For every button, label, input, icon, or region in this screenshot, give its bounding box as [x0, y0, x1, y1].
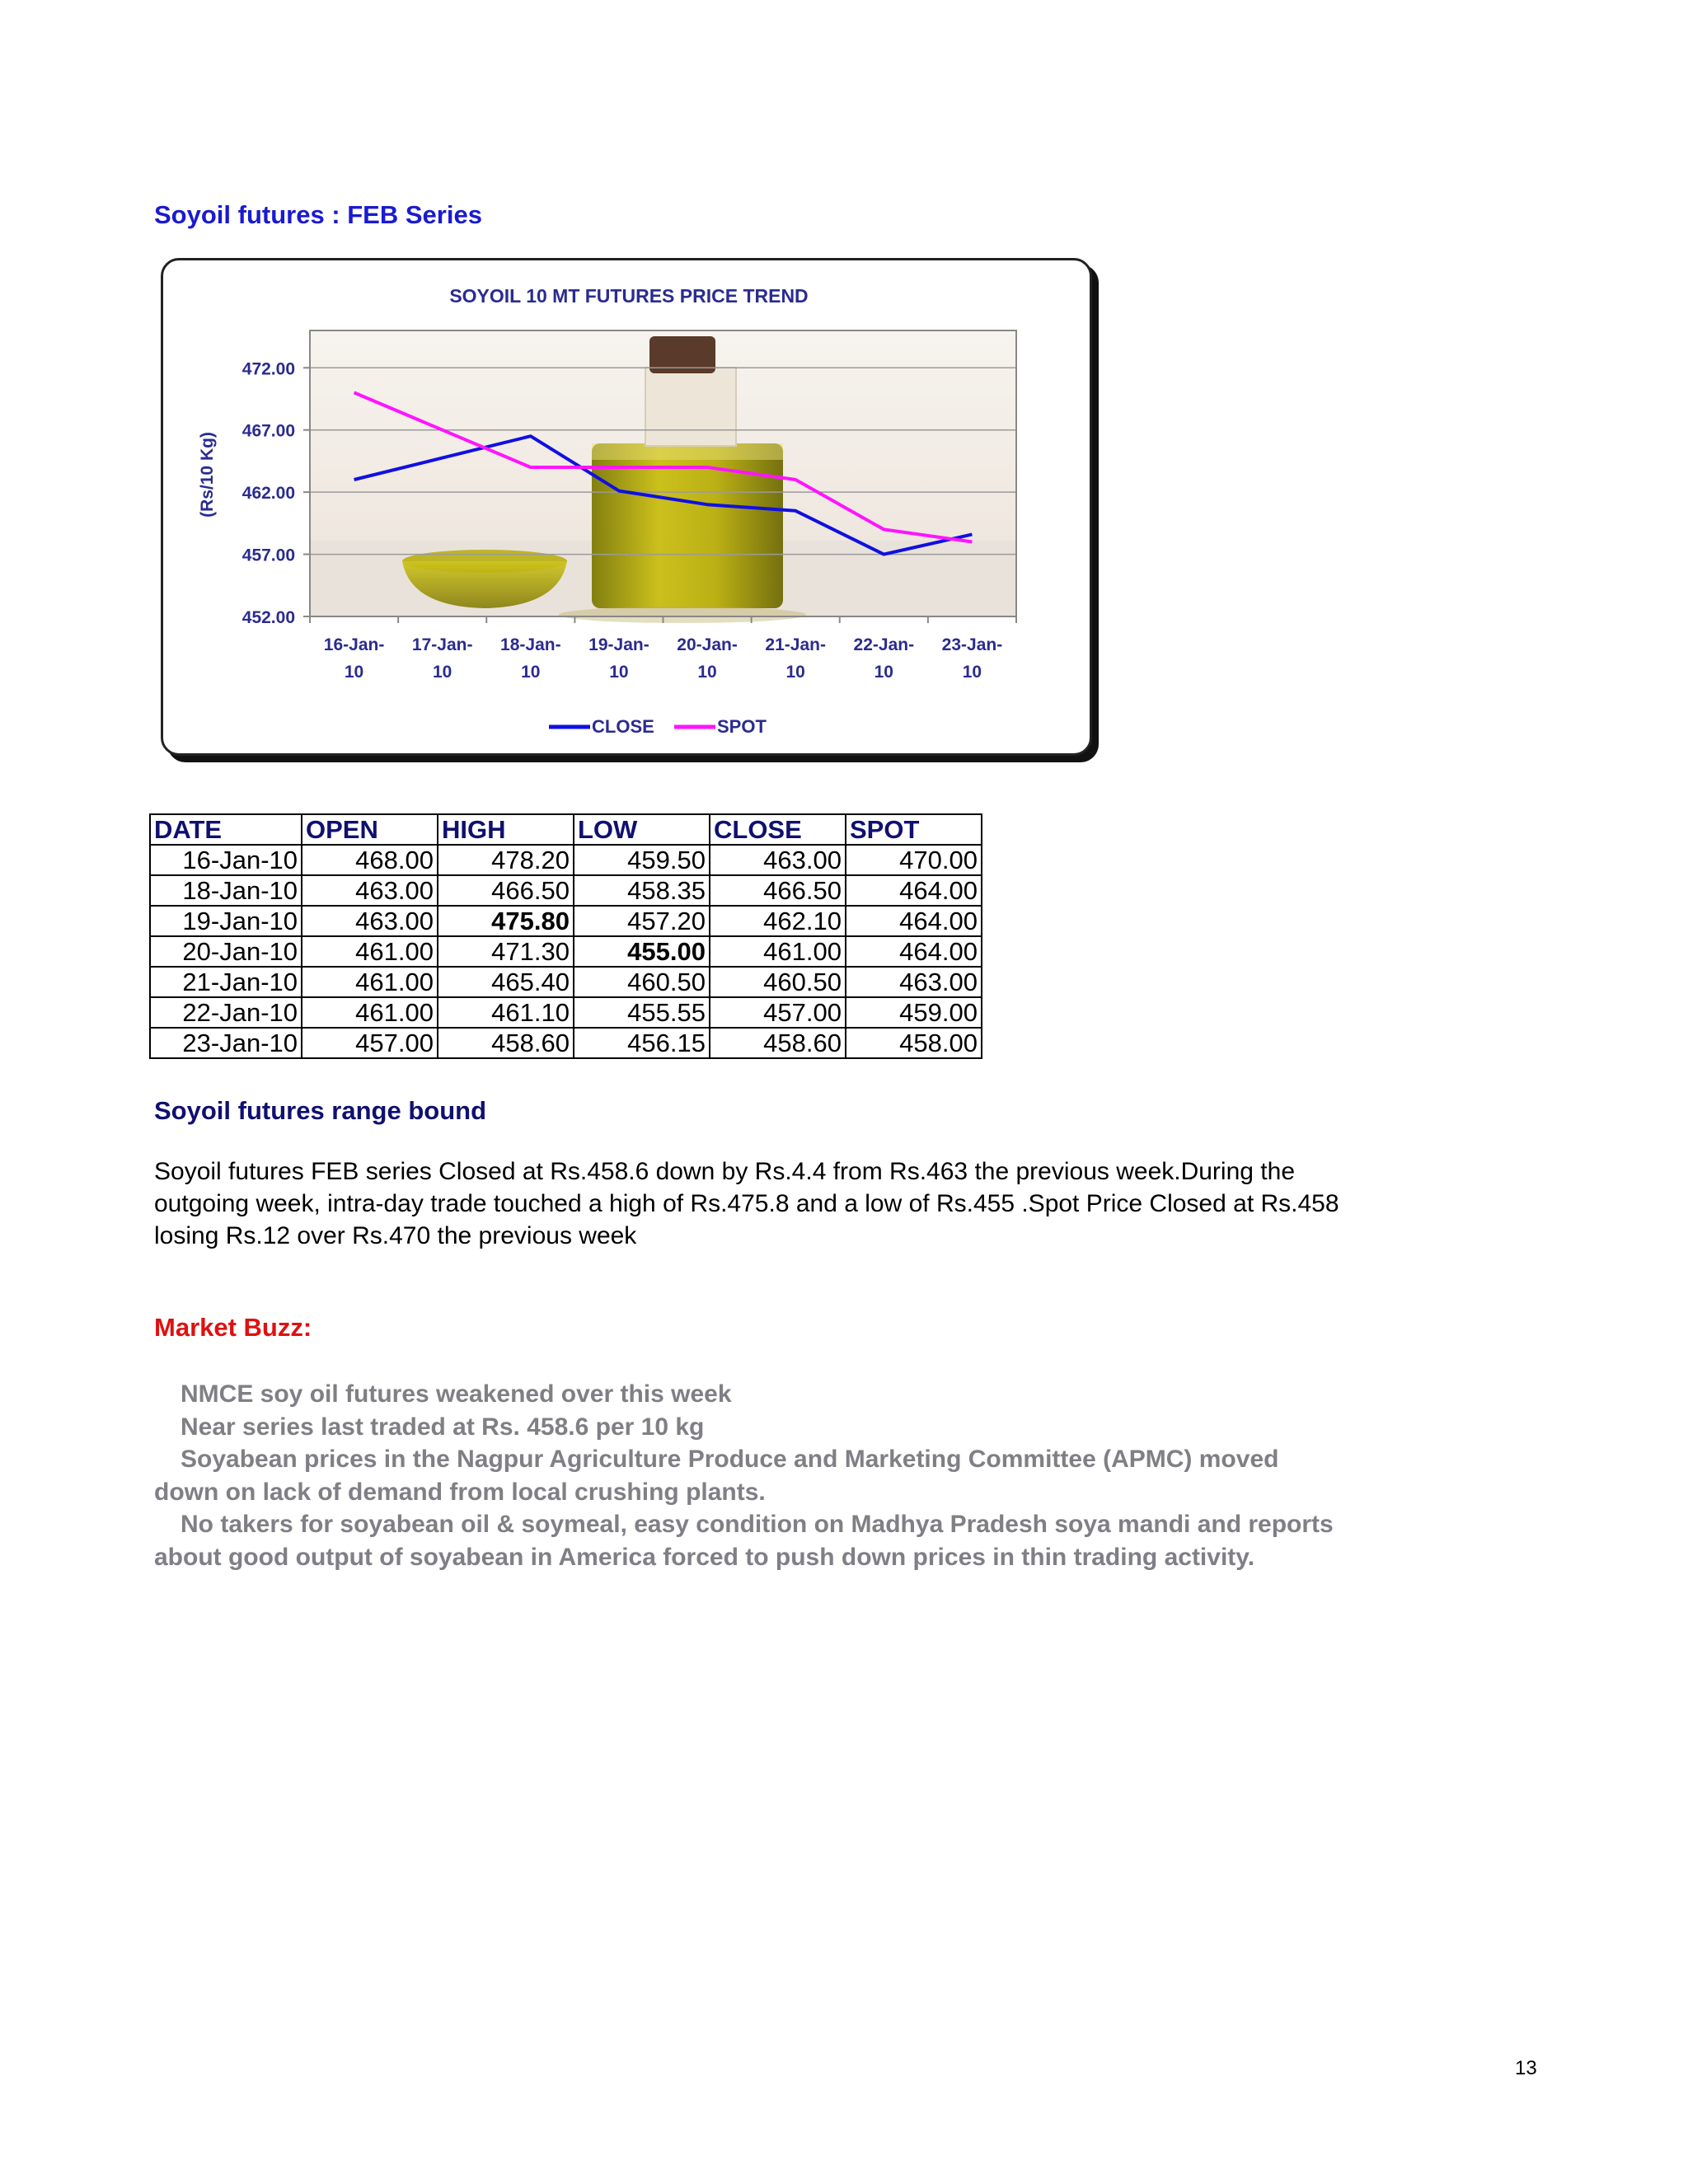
x-tick-label: 10 [785, 663, 805, 682]
cell-low: 455.55 [574, 997, 710, 1028]
cell-spot: 464.00 [846, 936, 982, 967]
cell-spot: 458.00 [846, 1028, 982, 1058]
cell-open: 461.00 [302, 997, 438, 1028]
x-tick-label: 18-Jan- [500, 635, 561, 654]
column-header-low: LOW [574, 814, 710, 845]
cell-spot: 463.00 [846, 967, 982, 997]
table-row [150, 845, 982, 875]
cell-close: 461.00 [710, 936, 846, 967]
y-tick-label: 472.00 [241, 359, 295, 379]
cell-high: 478.20 [438, 845, 574, 875]
cell-spot: 464.00 [846, 906, 982, 936]
cell-low: 459.50 [574, 845, 710, 875]
subheading: Soyoil futures range bound [154, 1096, 487, 1125]
summary-paragraph: Soyoil futures FEB series Closed at Rs.458.6 down by Rs.4.4 from Rs.463 the previous week.During the outgoing week, intra-day trade touched a high of Rs.475.8 and a low of Rs.455 .Spot Price Closed at Rs.458 losing Rs.12 over Rs.470 the previous week [154, 1158, 1339, 1249]
table-row [150, 997, 982, 1028]
cell-date: 19-Jan-10 [150, 906, 302, 936]
x-tick-label: 10 [344, 663, 364, 682]
x-tick-label: 10 [697, 663, 717, 682]
cell-high: 465.40 [438, 967, 574, 997]
cell-close: 457.00 [710, 997, 846, 1028]
cell-low: 457.20 [574, 906, 710, 936]
table-row [150, 1028, 982, 1058]
cell-close: 466.50 [710, 875, 846, 906]
x-axis-ticks [310, 616, 1016, 682]
chart-legend [549, 716, 767, 737]
cell-close: 460.50 [710, 967, 846, 997]
page-number: 13 [1515, 2057, 1537, 2079]
x-tick-label: 10 [874, 663, 893, 682]
cell-high: 466.50 [438, 875, 574, 906]
column-header-open: OPEN [302, 814, 438, 845]
cell-close: 462.10 [710, 906, 846, 936]
table-row [150, 906, 982, 936]
cell-low: 458.35 [574, 875, 710, 906]
cell-open: 463.00 [302, 906, 438, 936]
cell-high-weekly-max: 475.80 [438, 906, 574, 936]
cell-open: 461.00 [302, 967, 438, 997]
y-axis-ticks [242, 359, 310, 627]
x-tick-label: 10 [433, 663, 452, 682]
column-header-spot: SPOT [846, 814, 982, 845]
y-tick-label: 452.00 [241, 608, 295, 627]
cell-spot: 464.00 [846, 875, 982, 906]
table-row [150, 936, 982, 967]
cell-close: 463.00 [710, 845, 846, 875]
cell-date: 20-Jan-10 [150, 936, 302, 967]
chart-panel [161, 258, 1092, 756]
price-table [149, 813, 982, 1059]
market-buzz-item: Near series last traded at Rs. 458.6 per 10 kg [181, 1413, 705, 1441]
market-buzz-item: Soyabean prices in the Nagpur Agriculture Produce and Marketing Committee (APMC) moved down on lack of demand from local crushing plants. [154, 1446, 1279, 1506]
legend-label-spot: SPOT [717, 716, 767, 737]
x-tick-label: 19-Jan- [588, 635, 649, 654]
column-header-close: CLOSE [710, 814, 846, 845]
cell-low-weekly-min: 455.00 [574, 936, 710, 967]
cell-date: 21-Jan-10 [150, 967, 302, 997]
section-title: Soyoil futures : FEB Series [154, 200, 482, 229]
market-buzz-title: Market Buzz: [154, 1313, 312, 1342]
cell-spot: 470.00 [846, 845, 982, 875]
cell-high: 461.10 [438, 997, 574, 1028]
legend-label-close: CLOSE [592, 716, 654, 737]
x-tick-label: 10 [521, 663, 541, 682]
x-tick-label: 10 [609, 663, 629, 682]
cell-date: 22-Jan-10 [150, 997, 302, 1028]
table-row [150, 875, 982, 906]
x-tick-label: 16-Jan- [323, 635, 385, 654]
table-header-row [150, 814, 982, 845]
market-buzz-list [154, 1378, 1341, 1573]
cell-date: 18-Jan-10 [150, 875, 302, 906]
cell-high: 471.30 [438, 936, 574, 967]
y-tick-label: 457.00 [241, 546, 295, 565]
cell-open: 463.00 [302, 875, 438, 906]
cell-date: 16-Jan-10 [150, 845, 302, 875]
cell-open: 461.00 [302, 936, 438, 967]
market-buzz-item: No takers for soyabean oil & soymeal, easy condition on Madhya Pradesh soya mandi and reports about good output of soyabean in America forced to push down prices in thin trading activity. [154, 1511, 1334, 1571]
x-tick-label: 10 [962, 663, 982, 682]
y-tick-label: 467.00 [241, 421, 295, 441]
column-header-high: HIGH [438, 814, 574, 845]
cell-spot: 459.00 [846, 997, 982, 1028]
cell-open: 457.00 [302, 1028, 438, 1058]
soyoil-bottle-photo [310, 330, 1016, 623]
x-tick-label: 17-Jan- [411, 635, 473, 654]
market-buzz-item: NMCE soy oil futures weakened over this week [181, 1380, 732, 1408]
x-tick-label: 21-Jan- [765, 635, 826, 654]
column-header-date: DATE [150, 814, 302, 845]
y-tick-label: 462.00 [241, 484, 295, 504]
y-axis-label: (Rs/10 Kg) [198, 432, 217, 518]
table-row [150, 967, 982, 997]
x-tick-label: 22-Jan- [853, 635, 915, 654]
cell-open: 468.00 [302, 845, 438, 875]
chart-title: SOYOIL 10 MT FUTURES PRICE TREND [449, 285, 809, 307]
x-tick-label: 23-Jan- [941, 635, 1003, 654]
cell-high: 458.60 [438, 1028, 574, 1058]
cell-close: 458.60 [710, 1028, 846, 1058]
cell-low: 456.15 [574, 1028, 710, 1058]
cell-low: 460.50 [574, 967, 710, 997]
cell-date: 23-Jan-10 [150, 1028, 302, 1058]
x-tick-label: 20-Jan- [677, 635, 738, 654]
price-trend-chart [163, 260, 1095, 758]
